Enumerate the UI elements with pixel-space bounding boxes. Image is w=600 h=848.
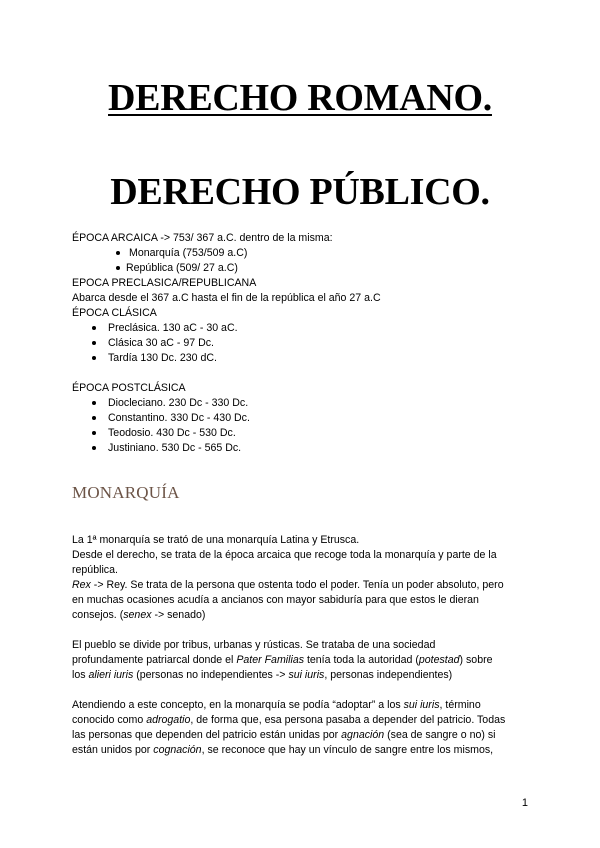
bullet-icon (92, 416, 96, 420)
list-item: Constantino. 330 Dc - 430 Dc. (72, 411, 532, 426)
epoca-preclasica-text: Abarca desde el 367 a.C hasta el fin de la república el año 27 a.C (72, 292, 381, 304)
paragraph-line: Desde el derecho, se trata de la época arcaica que recoge toda la monarquía y parte de la (72, 549, 497, 561)
list-item: Teodosio. 430 Dc - 530 Dc. (72, 426, 532, 441)
paragraph-line: profundamente patriarcal donde el Pater Familias tenía toda la autoridad (potestad) sobre (72, 654, 493, 666)
bullet-icon (92, 401, 96, 405)
term-rex: Rex (72, 579, 91, 591)
term-sui-iuris: sui iuris (403, 699, 440, 711)
bullet-icon (92, 341, 96, 345)
term-adrogatio: adrogatio (146, 714, 191, 726)
paragraph-line: La 1ª monarquía se trató de una monarquía Latina y Etrusca. (72, 534, 360, 546)
term-potestad: potestad (418, 654, 460, 666)
bullet-icon (92, 326, 96, 330)
epoca-arcaica-heading: ÉPOCA ARCAICA -> 753/ 367 a.C. dentro de la misma: (72, 232, 333, 244)
term-senex: senex (123, 609, 152, 621)
postclasica-list (72, 396, 532, 456)
list-item: Justiniano. 530 Dc - 565 Dc. (72, 441, 532, 456)
paragraph-line: república. (72, 564, 118, 576)
list-item: Preclásica. 130 aC - 30 aC. (72, 321, 532, 336)
term-agnacion: agnación (341, 729, 385, 741)
page-title: DERECHO ROMANO. (108, 77, 492, 119)
epoca-preclasica-heading: EPOCA PRECLASICA/REPUBLICANA (72, 277, 257, 289)
paragraph-line: los alieri iuris (personas no independientes -> sui iuris, personas independientes) (72, 669, 453, 681)
paragraph-line: consejos. (senex -> senado) (72, 609, 206, 621)
term-pater-familias: Pater Familias (236, 654, 305, 666)
page-number: 1 (521, 797, 528, 809)
bullet-icon (92, 431, 96, 435)
bullet-icon (116, 251, 120, 255)
bullet-icon (92, 446, 96, 450)
clasica-list (72, 321, 532, 366)
paragraph-line: Atendiendo a este concepto, en la monarquía se podía “adoptar” a los sui iuris, término (72, 699, 481, 711)
list-item: Diocleciano. 230 Dc - 330 Dc. (72, 396, 532, 411)
epoca-clasica-heading: ÉPOCA CLÁSICA (72, 307, 157, 319)
page-subtitle: DERECHO PÚBLICO. (110, 171, 490, 213)
epoca-postclasica-heading: ÉPOCA POSTCLÁSICA (72, 382, 186, 394)
list-item: República (509/ 27 a.C) (72, 261, 532, 276)
paragraph-line: Rex -> Rey. Se trata de la persona que ostenta todo el poder. Tenía un poder absoluto, pero (72, 579, 504, 591)
section-title-monarquia: MONARQUÍA (72, 483, 180, 502)
periods-section (72, 231, 532, 456)
paragraph-line: están unidos por cognación, se reconoce que hay un vínculo de sangre entre los mismos, (72, 744, 494, 756)
paragraph-line: en muchas ocasiones acudía a ancianos con mayor sabiduría para que estos le dieran (72, 594, 479, 606)
list-item: Clásica 30 aC - 97 Dc. (72, 336, 532, 351)
term-alieni-iuris: alieri iuris (88, 669, 134, 681)
list-item: Monarquía (753/509 a.C) (72, 246, 532, 261)
term-sui-iuris: sui iuris (288, 669, 325, 681)
paragraph-line: El pueblo se divide por tribus, urbanas y rústicas. Se trataba de una sociedad (72, 639, 436, 651)
bullet-icon (92, 356, 96, 360)
paragraph-line: conocido como adrogatio, de forma que, esa persona pasaba a depender del patricio. Todas (72, 714, 506, 726)
term-cognacion: cognación (153, 744, 202, 756)
monarquia-body (72, 533, 534, 758)
paragraph-line: las personas que dependen del patricio están unidas por agnación (sea de sangre o no) si (72, 729, 496, 741)
arcaica-list (72, 246, 532, 276)
list-item: Tardía 130 Dc. 230 dC. (72, 351, 532, 366)
bullet-icon (116, 266, 120, 270)
